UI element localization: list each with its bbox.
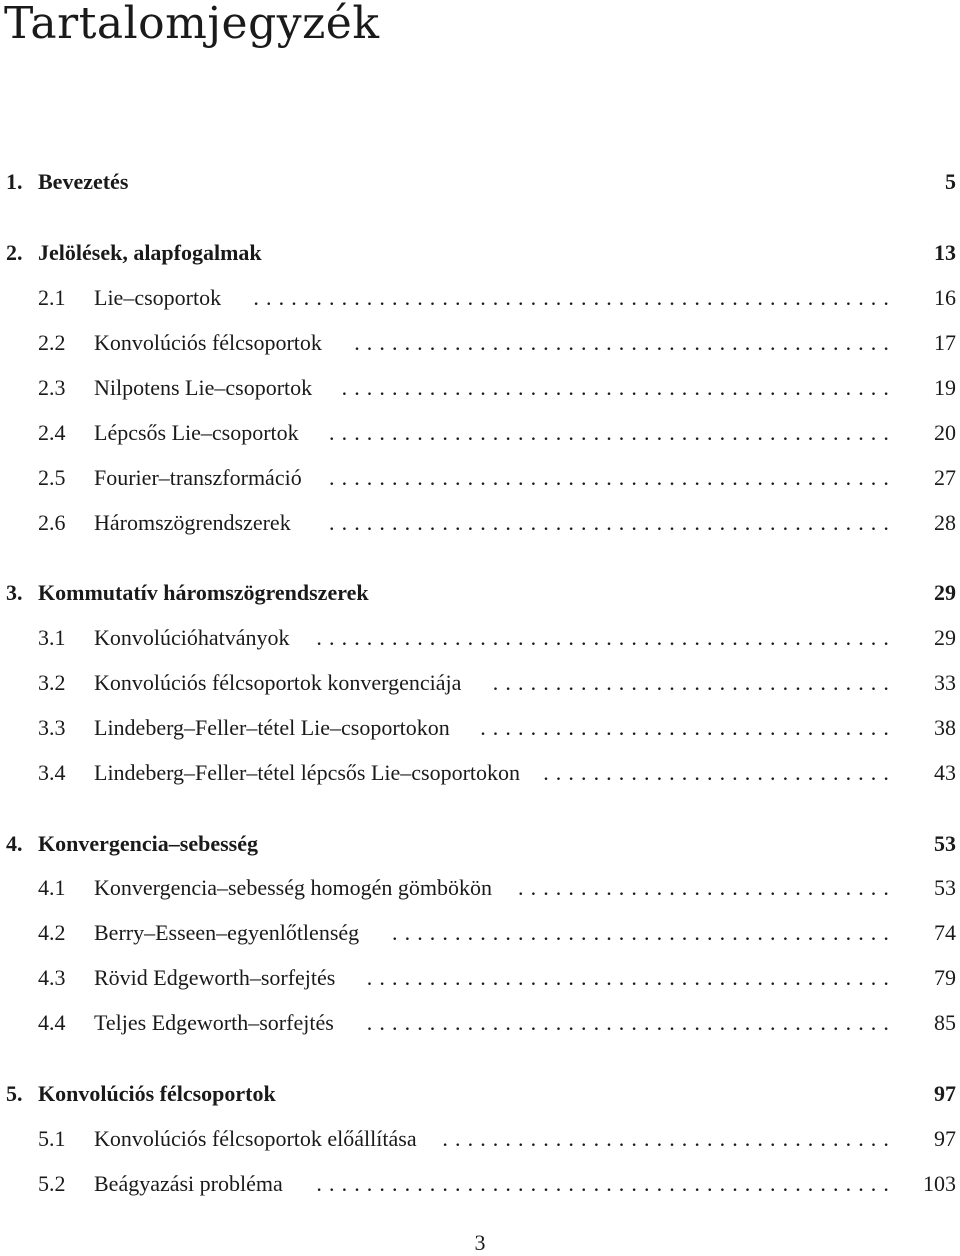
toc-entry-title: Konvergencia–sebesség homogén gömbökön: [94, 875, 492, 900]
toc-entry-page: 5: [945, 169, 956, 194]
toc-dot-leader: ..............................................: [316, 1171, 896, 1196]
toc-entry-number: 4.2: [38, 920, 66, 945]
page-title: Tartalomjegyzék: [4, 0, 380, 49]
toc-section-row[interactable]: [0, 328, 958, 358]
toc-entry-title: Bevezetés: [38, 169, 129, 194]
toc-entry-number: 2.1: [38, 285, 66, 310]
toc-entry-title: Lindeberg–Feller–tétel lépcsős Lie–csoportokon: [94, 760, 521, 785]
toc-entry-number: 5.1: [38, 1126, 66, 1151]
toc-dot-leader: ...................................................: [253, 285, 896, 310]
toc-dot-leader: ............................................: [341, 375, 896, 400]
toc-entry-page: 20: [934, 420, 956, 445]
toc-entry-title: Konvolúciós félcsoportok előállítása: [94, 1126, 417, 1151]
toc-entry-title: Konvergencia–sebesség: [38, 831, 258, 856]
toc-entry-page: 27: [934, 465, 956, 490]
toc-dot-leader: .............................................: [329, 465, 896, 490]
toc-entry-title: Nilpotens Lie–csoportok: [94, 375, 313, 400]
toc-section-row[interactable]: [0, 418, 958, 448]
toc-section-row[interactable]: [0, 373, 958, 403]
toc-section-row[interactable]: [0, 623, 958, 653]
toc-entry-title: Konvolúciós félcsoportok: [94, 330, 322, 355]
toc-entry-page: 97: [934, 1126, 956, 1151]
toc-entry-title: Konvolúcióhatványok: [94, 625, 290, 650]
toc-entry-number: 2.: [6, 240, 23, 265]
toc-chapter-row[interactable]: [0, 1079, 958, 1109]
toc-entry-number: 3.2: [38, 670, 66, 695]
toc-entry-page: 16: [934, 285, 956, 310]
toc-entry-page: 17: [934, 330, 956, 355]
toc-section-row[interactable]: [0, 463, 958, 493]
toc-dot-leader: ..........................................: [366, 965, 896, 990]
page-number: 3: [474, 1230, 486, 1255]
toc-entry-number: 3.1: [38, 625, 66, 650]
toc-entry-page: 38: [934, 715, 956, 740]
toc-dot-leader: ............................: [543, 760, 896, 785]
toc-section-row[interactable]: [0, 1008, 958, 1038]
toc-entry-number: 4.1: [38, 875, 66, 900]
toc-dot-leader: ...........................................: [354, 330, 896, 355]
toc-entry-page: 103: [923, 1171, 956, 1196]
toc-dot-leader: .................................: [480, 715, 896, 740]
toc-entry-title: Kommutatív háromszögrendszerek: [38, 580, 369, 605]
toc-entry-page: 85: [934, 1010, 956, 1035]
toc-entry-page: 53: [934, 831, 956, 856]
toc-entry-page: 97: [934, 1081, 956, 1106]
toc-dot-leader: ....................................: [442, 1126, 896, 1151]
toc-entry-title: Lindeberg–Feller–tétel Lie–csoportokon: [94, 715, 450, 740]
toc-entry-number: 2.5: [38, 465, 66, 490]
toc-entry-page: 28: [934, 510, 956, 535]
toc-chapter-row[interactable]: [0, 238, 958, 268]
toc-entry-title: Berry–Esseen–egyenlőtlenség: [94, 920, 360, 945]
toc-entry-number: 2.6: [38, 510, 66, 535]
toc-entry-number: 4.: [6, 831, 23, 856]
toc-entry-title: Teljes Edgeworth–sorfejtés: [94, 1010, 334, 1035]
toc-section-row[interactable]: [0, 713, 958, 743]
toc-entry-number: 2.4: [38, 420, 66, 445]
toc-section-row[interactable]: [0, 508, 958, 538]
toc-entry-page: 79: [934, 965, 956, 990]
toc-entry-number: 2.2: [38, 330, 66, 355]
toc-entry-number: 4.3: [38, 965, 66, 990]
toc-entry-title: Lie–csoportok: [94, 285, 222, 310]
toc-chapter-row[interactable]: [0, 578, 958, 608]
toc-section-row[interactable]: [0, 1124, 958, 1154]
toc-entry-page: 43: [934, 760, 956, 785]
toc-entry-number: 2.3: [38, 375, 66, 400]
toc-section-row[interactable]: [0, 873, 958, 903]
toc-entry-title: Fourier–transzformáció: [94, 465, 302, 490]
toc-dot-leader: .............................................: [329, 510, 896, 535]
toc-section-row[interactable]: [0, 668, 958, 698]
toc-entry-title: Lépcsős Lie–csoportok: [94, 420, 299, 445]
toc-entry-page: 13: [934, 240, 956, 265]
toc-dot-leader: ..............................................: [316, 625, 896, 650]
toc-entry-page: 19: [934, 375, 956, 400]
toc-section-row[interactable]: [0, 283, 958, 313]
toc-entry-title: Konvolúciós félcsoportok konvergenciája: [94, 670, 462, 695]
toc-section-row[interactable]: [0, 758, 958, 788]
toc-entry-page: 33: [934, 670, 956, 695]
toc-dot-leader: ..............................: [518, 875, 896, 900]
toc-chapter-row[interactable]: [0, 829, 958, 859]
toc-dot-leader: ..........................................: [366, 1010, 896, 1035]
toc-entry-title: Rövid Edgeworth–sorfejtés: [94, 965, 336, 990]
toc-section-row[interactable]: [0, 1169, 958, 1199]
toc-dot-leader: ................................: [492, 670, 896, 695]
toc-dot-leader: ........................................: [392, 920, 896, 945]
toc-entry-title: Konvolúciós félcsoportok: [38, 1081, 276, 1106]
toc-entry-number: 4.4: [38, 1010, 66, 1035]
toc-entry-title: Beágyazási probléma: [94, 1171, 283, 1196]
toc-entry-page: 29: [934, 625, 956, 650]
toc-dot-leader: .............................................: [329, 420, 896, 445]
toc-section-row[interactable]: [0, 918, 958, 948]
toc-chapter-row[interactable]: [0, 167, 958, 197]
toc-entry-page: 53: [934, 875, 956, 900]
toc-entry-page: 74: [934, 920, 956, 945]
toc-entry-number: 3.4: [38, 760, 66, 785]
toc-entry-title: Háromszögrendszerek: [94, 510, 291, 535]
toc-entry-page: 29: [934, 580, 956, 605]
toc-entry-number: 3.3: [38, 715, 66, 740]
toc-entry-number: 5.: [6, 1081, 23, 1106]
toc-section-row[interactable]: [0, 963, 958, 993]
toc-entry-number: 1.: [6, 169, 23, 194]
toc-entry-title: Jelölések, alapfogalmak: [38, 240, 262, 265]
toc-entry-number: 5.2: [38, 1171, 66, 1196]
toc-entry-number: 3.: [6, 580, 23, 605]
